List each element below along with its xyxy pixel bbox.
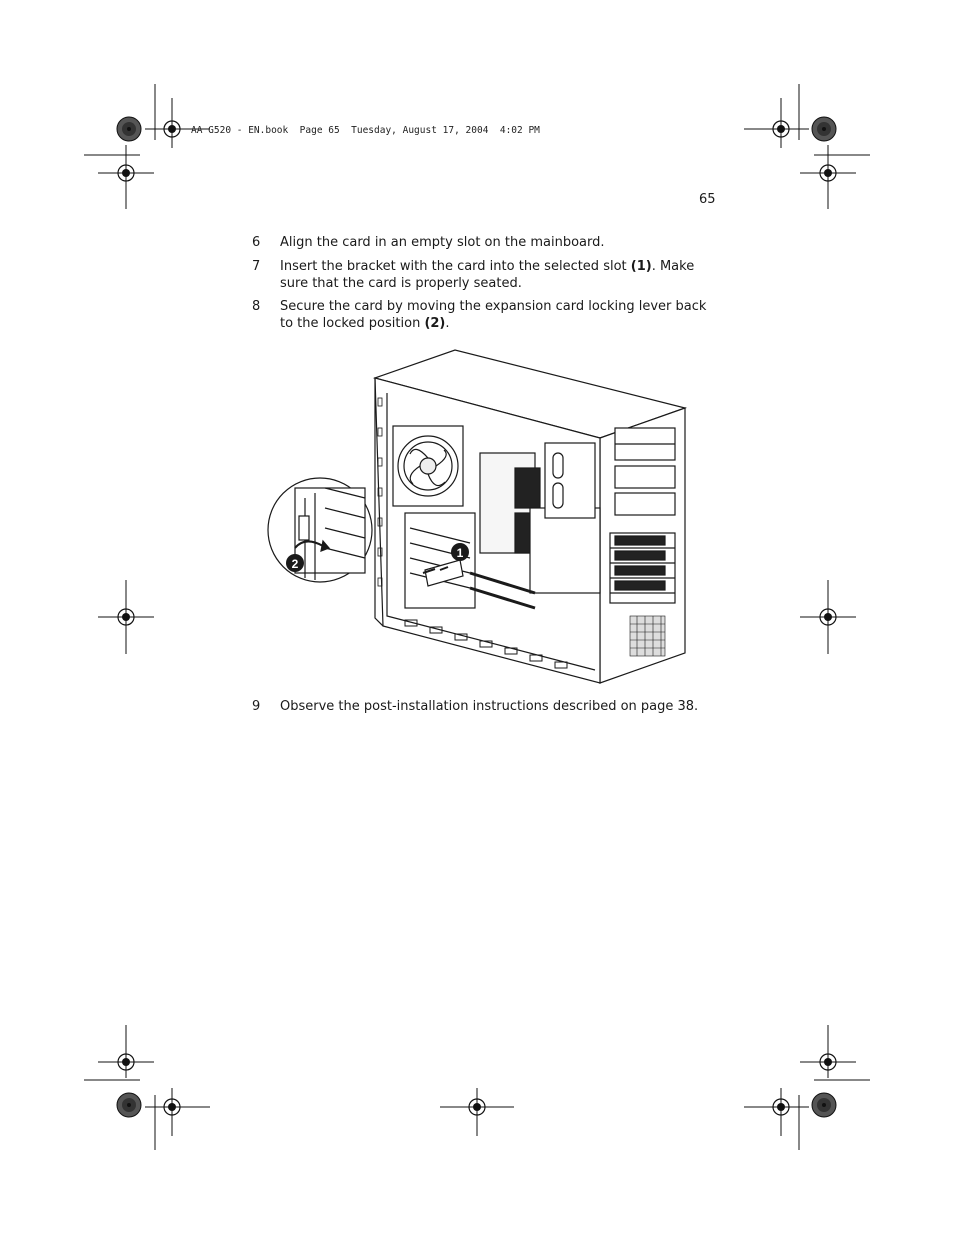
callout-reference: (1) xyxy=(630,259,652,274)
step-9 xyxy=(252,698,722,715)
step-8 xyxy=(252,298,722,332)
page-number: 65 xyxy=(699,192,716,207)
step-7 xyxy=(252,258,722,292)
print-slug: AA G520 - EN.book Page 65 Tuesday, August 17, 2004 4:02 PM xyxy=(191,125,540,136)
callout-2: 2 xyxy=(291,557,299,571)
step-text: Align the card in an empty slot on the mainboard. xyxy=(280,235,605,250)
callout-reference: (2) xyxy=(424,316,446,331)
step-text: Observe the post-installation instructions described on page 38. xyxy=(280,699,699,714)
chassis-illustration xyxy=(265,348,695,688)
step-text xyxy=(280,258,722,292)
step-number: 8 xyxy=(252,299,261,314)
step-6 xyxy=(252,234,722,251)
step-text-part: Secure the card by moving the expansion card locking lever back to the locked position xyxy=(280,299,707,331)
step-text xyxy=(280,298,722,332)
step-number: 6 xyxy=(252,235,261,250)
step-text-part: . Make sure that the card is properly seated. xyxy=(280,259,695,291)
step-text-part: . xyxy=(445,316,450,331)
callout-1: 1 xyxy=(456,546,464,560)
step-text-part: Insert the bracket with the card into the selected slot xyxy=(280,259,631,274)
step-number: 7 xyxy=(252,259,261,274)
step-number: 9 xyxy=(252,699,261,714)
